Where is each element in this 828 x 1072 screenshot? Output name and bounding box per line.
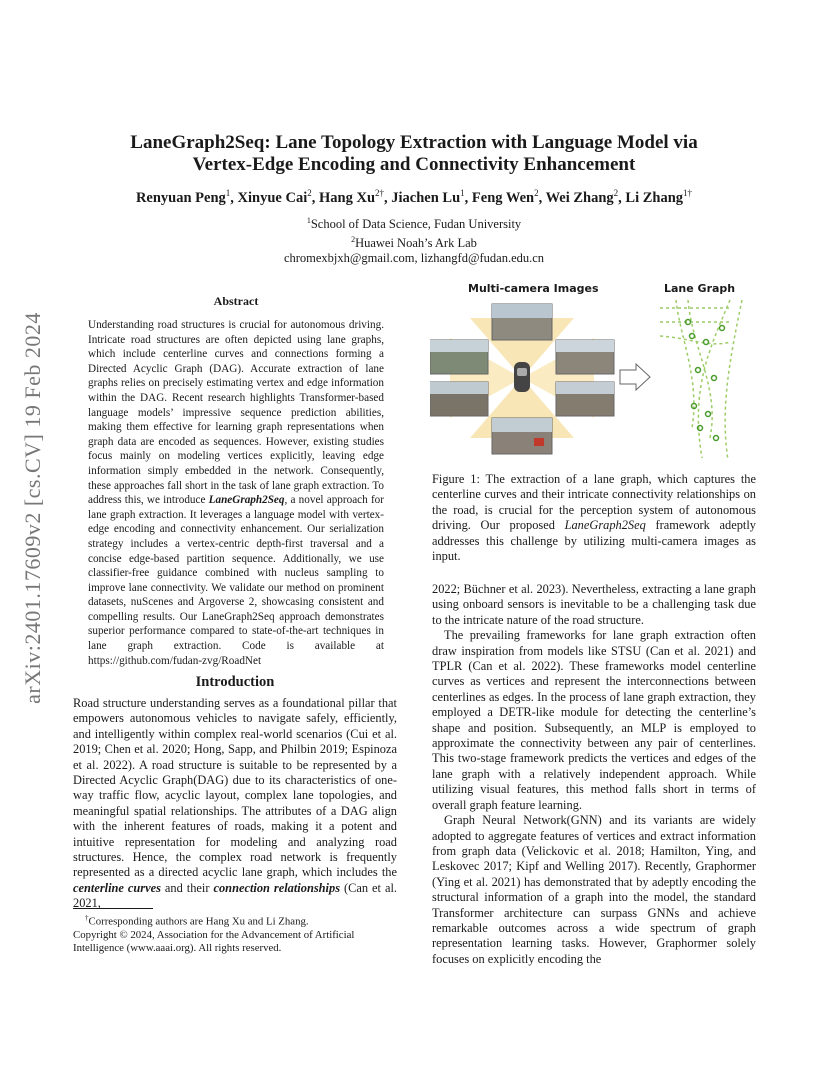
introduction-paragraph: Road structure understanding serves as a foundational pillar that empowers autonomous vehicles to navigate safely, efficiently, and intelligently within complex real-world scenarios (Cui et al. 2019; Chen et al. 2020; Hong, Sapp, and Philbin 2019; Espinoza et al. 2022). A road structure is suitable to be represented by a Directed Acyclic Graph(DAG) due to its characteristics of one-way traffic flow, acyclic layout, complex lane topologies, and meaningful spatial relationships. The attributes of a DAG align with the inherent features of roads, making it a potent and intuitive representation for modeling and analyzing road structures. Hence, the complex road network is frequently represented as a directed acyclic lane graph, which includes the centerline curves and their connection relationships (Can et al. 2021, (73, 696, 398, 911)
footnote-rule (73, 908, 153, 909)
author-sup: 2 (613, 188, 619, 198)
paragraph: Graph Neural Network(GNN) and its variants are widely adopted to aggregate features of vertices and extract information from graph data (Velickovic et al. 2018; Hamilton, Ying, and Leskovec 2017; Kipf and Welling 2017). Recently, Graphormer (Ying et al. 2021) has demonstrated that by adeptly encoding the structural information of a graph into the model, the standard Transformer architecture can surpass GNNs and achieve remarkable outcomes across a wide spectrum of graph representation learning tasks. However, Graphormer solely focuses on explicitly encoding the (432, 813, 756, 966)
figure-graphic (430, 278, 760, 468)
abstract-body: Understanding road structures is crucial for autonomous driving. Intricate road structures are often depicted using lane graphs, which include centerline curves and connections forming a Directed Acyclic Graph (DAG). Accurate extraction of lane graphs relies on precisely estimating vertex and edge information within the DAG. Recent research highlights Transformer-based language models’ impressive sequence prediction abilities, making them effective for learning graph representations when graph data are encoded as sequences. However, existing studies focus mainly on modeling vertices explicitly, leaving edge information simply embedded in the network. Consequently, these approaches fall short in the task of lane graph extraction. To address this, we introduce LaneGraph2Seq, a novel approach for lane graph extraction. It leverages a language model with vertex-edge encoding and connectivity enhancement. Our serialization strategy includes a vertex-centric depth-first traversal and a concise edge-based partition sequence. Additionally, we use classifier-free guidance combined with nucleus sampling to improve lane connectivity. We validate our method on prominent datasets, nuScenes and Argoverse 2, showcasing consistent and compelling results. Our LaneGraph2Seq approach demonstrates superior performance compared to state-of-the-art techniques in lane graph extraction. Code is available at https://github.com/fudan-zvg/RoadNet (88, 319, 384, 667)
author-sup: 1 (460, 188, 465, 198)
corresponding-footnote: †Corresponding authors are Hang Xu and Li Zhang. (85, 914, 309, 928)
figure-label-lane-graph: Lane Graph (664, 282, 736, 295)
author-sup: 1† (683, 188, 693, 198)
author-name: Hang Xu (319, 189, 376, 206)
paper-title (80, 132, 748, 176)
author-emails: chromexbjxh@gmail.com, lizhangfd@fudan.edu.cn (283, 251, 545, 266)
section-heading-introduction: Introduction (195, 674, 275, 690)
figure-1-caption: Figure 1: The extraction of a lane graph, which captures the centerline curves and their intricate connectivity relationships on the road, is crucial for the perception system of autonomous driving. Our proposed LaneGraph2Seq framework adeptly addresses this challenge by utilizing multi-camera images as input. (432, 472, 756, 564)
author-name: Wei Zhang (545, 189, 614, 206)
affiliation-2: $^2$Huawei Noah’s Ark Lab (351, 235, 477, 251)
title-line-2: Vertex-Edge Encoding and Connectivity Enhancement (192, 154, 636, 175)
figure-1 (430, 278, 760, 468)
method-name: LaneGraph2Seq (208, 494, 285, 507)
author-name: Xinyue Cai (237, 189, 308, 206)
affiliations (80, 213, 748, 266)
copyright-notice: Copyright © 2024, Association for the Advancement of Artificial Intelligence (www.aaai.org). All rights reserved. (73, 928, 355, 954)
author-sup: 2† (375, 188, 385, 198)
abstract-heading: Abstract (213, 294, 259, 308)
author-name: Feng Wen (471, 189, 535, 206)
footnotes (73, 912, 397, 955)
author-list: Renyuan Peng$^1$, Xinyue Cai$^2$, Hang $Xu^{2\dagger}$, Jiachen Lu$^1$, Feng Wen$^2$, Wei Zhang$^2$, Li Zhang$^{1\dagger}$ (135, 188, 693, 206)
author-name: Jiachen Lu (391, 189, 461, 206)
paragraph: The prevailing frameworks for lane graph extraction often draw inspiration from models like STSU (Can et al. 2021) and TPLR (Can et al. 2022). These frameworks model centerline curves as vertices and represent the interconnections between centerlines as edges. In the process of lane graph extraction, they employed a DETR-like module for detecting the centerline’s shape and position. Subsequently, an MLP is employed to approximate the connectivity between any pair of centerlines. This two-stage framework predicts the vertices and edges of the lane graph with a relatively independent approach. While utilizing visual features, this method falls short in terms of overall graph feature learning. (432, 628, 756, 812)
author-name: Renyuan Peng (135, 189, 226, 206)
author-sup: 1 (225, 188, 231, 198)
arxiv-stamp (18, 288, 48, 728)
author-sup: 2 (534, 188, 539, 198)
title-line-1: LaneGraph2Seq: Lane Topology Extraction with Language Model via (130, 132, 698, 153)
right-column-body (432, 582, 756, 967)
author-name: Li Zhang (625, 189, 684, 206)
figure-label-multicamera: Multi-camera Images (468, 282, 599, 295)
method-name: LaneGraph2Seq (564, 518, 646, 533)
paragraph: 2022; Büchner et al. 2023). Nevertheless, extracting a lane graph using onboard sensors is inevitable to be a challenging task due to the intricate nature of the road structure. (432, 582, 756, 627)
arxiv-id: arXiv:2401.17609v2 [cs.CV] 19 Feb 2024 (20, 312, 45, 704)
affiliation-1: $^1$School of Data Science, Fudan University (306, 216, 522, 232)
author-sup: 2 (307, 188, 312, 198)
